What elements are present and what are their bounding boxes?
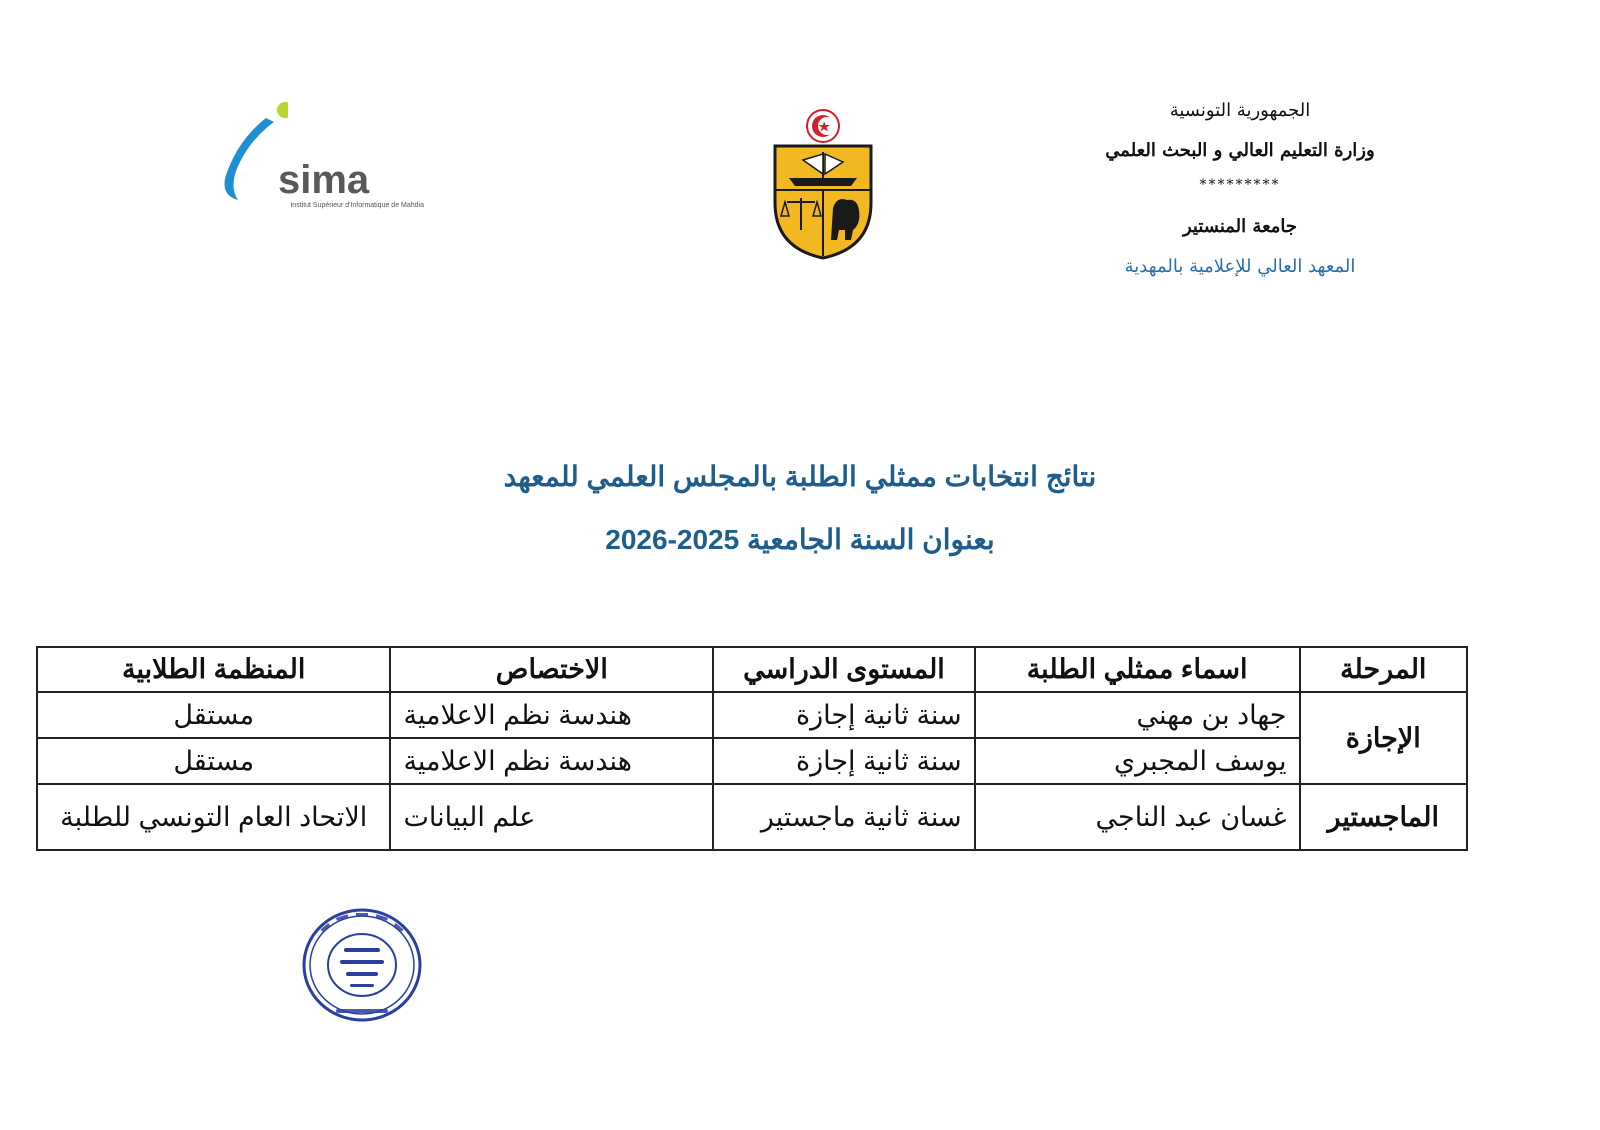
coat-of-arms-emblem <box>765 108 881 260</box>
organization-cell: مستقل <box>37 692 390 738</box>
university-name: جامعة المنستير <box>1182 215 1298 237</box>
ministry-header <box>1080 100 1400 277</box>
level-cell: سنة ثانية إجازة <box>713 738 974 784</box>
student-name-cell: جهاد بن مهني <box>975 692 1300 738</box>
student-name-cell: يوسف المجبري <box>975 738 1300 784</box>
table-row <box>37 784 1467 850</box>
isima-logo-text: sima <box>278 158 370 202</box>
ministry-name: وزارة التعليم العالي و البحث العلمي <box>1105 139 1375 161</box>
column-header-organization: المنظمة الطلابية <box>37 647 390 692</box>
organization-cell: الاتحاد العام التونسي للطلبة <box>37 784 390 850</box>
official-stamp <box>300 906 424 1024</box>
level-cell: سنة ثانية إجازة <box>713 692 974 738</box>
document-title: نتائج انتخابات ممثلي الطلبة بالمجلس العلمي للمعهد <box>503 461 1097 492</box>
document-subtitle: بعنوان السنة الجامعية 2025-2026 <box>605 524 995 555</box>
stage-cell: الإجازة <box>1300 692 1468 784</box>
column-header-specialty: الاختصاص <box>390 647 713 692</box>
institute-name: المعهد العالي للإعلامية بالمهدية <box>1124 255 1356 277</box>
level-cell: سنة ثانية ماجستير <box>713 784 974 850</box>
table-row <box>37 738 1467 784</box>
specialty-cell: هندسة نظم الاعلامية <box>390 692 713 738</box>
isima-logo-subtitle: Institut Supérieur d'Informatique de Mahdia <box>290 202 424 209</box>
republic-name: الجمهورية التونسية <box>1169 100 1311 121</box>
organization-cell: مستقل <box>37 738 390 784</box>
column-header-names: اسماء ممثلي الطلبة <box>975 647 1300 692</box>
table-header-row <box>37 647 1467 692</box>
stage-cell: الماجستير <box>1300 784 1468 850</box>
specialty-cell: هندسة نظم الاعلامية <box>390 738 713 784</box>
isima-logo <box>218 100 424 220</box>
column-header-stage: المرحلة <box>1300 647 1468 692</box>
header-separator: ********* <box>1199 177 1281 194</box>
student-name-cell: غسان عبد الناجي <box>975 784 1300 850</box>
column-header-level: المستوى الدراسي <box>713 647 974 692</box>
table-row <box>37 692 1467 738</box>
results-table <box>36 646 1468 851</box>
specialty-cell: علم البيانات <box>390 784 713 850</box>
